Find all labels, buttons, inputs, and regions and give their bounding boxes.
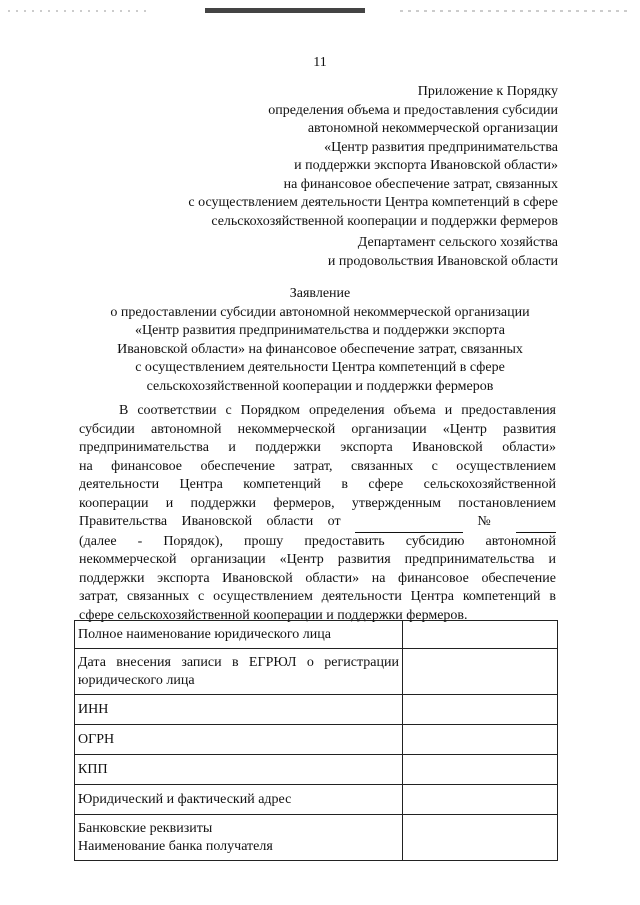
addressee-line: и продовольствия Ивановской области bbox=[327, 253, 558, 269]
row-label bbox=[75, 815, 403, 861]
appendix-line: сельскохозяйственной кооперации и поддержки фермеров bbox=[211, 213, 558, 229]
body-line: некоммерческой организации «Центр развития предпринимательства и bbox=[79, 552, 556, 567]
table-row bbox=[75, 755, 558, 785]
row-value-cell[interactable] bbox=[402, 695, 557, 725]
row-value-cell[interactable] bbox=[402, 785, 557, 815]
statement-title-block bbox=[70, 285, 570, 396]
decree-date-blank[interactable] bbox=[355, 513, 463, 533]
row-label: ОГРН bbox=[75, 725, 403, 755]
statement-subtitle-line: о предоставлении субсидии автономной некоммерческой организации bbox=[110, 304, 530, 320]
decree-number-blank[interactable] bbox=[516, 513, 556, 533]
page-number: 11 bbox=[313, 55, 327, 70]
applicant-details-table bbox=[74, 620, 558, 861]
row-value-cell[interactable] bbox=[402, 725, 557, 755]
row-label: Полное наименование юридического лица bbox=[75, 621, 403, 649]
statement-subtitle-line: «Центр развития предпринимательства и поддержки экспорта bbox=[135, 323, 505, 338]
row-label: ИНН bbox=[75, 695, 403, 725]
scan-artifact-top bbox=[0, 0, 640, 22]
statement-subtitle-line: с осуществлением деятельности Центра компетенций в сфере bbox=[135, 360, 505, 375]
addressee-line: Департамент сельского хозяйства bbox=[357, 235, 558, 250]
statement-subtitle-line: Ивановской области» на финансовое обеспечение затрат, связанных bbox=[117, 341, 523, 357]
table-row bbox=[75, 815, 558, 861]
appendix-line: и поддержки экспорта Ивановской области» bbox=[294, 158, 558, 173]
decree-prefix: Правительства Ивановской области от bbox=[79, 514, 341, 529]
row-value-cell[interactable] bbox=[402, 621, 557, 649]
table-row bbox=[75, 695, 558, 725]
number-sign: № bbox=[477, 514, 502, 529]
body-line: на финансовое обеспечение затрат, связанных с осуществлением bbox=[79, 458, 556, 474]
appendix-line: на финансовое обеспечение затрат, связанных bbox=[283, 176, 558, 192]
body-line: (далее - Порядок), прошу предоставить субсидию автономной bbox=[79, 533, 556, 549]
body-line: предпринимательства и поддержки экспорта Ивановской области» bbox=[79, 440, 556, 455]
row-value-cell[interactable] bbox=[402, 649, 557, 695]
appendix-line: с осуществлением деятельности Центра компетенций в сфере bbox=[188, 195, 558, 210]
appendix-line: автономной некоммерческой организации bbox=[307, 121, 558, 136]
table-row bbox=[75, 621, 558, 649]
body-line: сфере сельскохозяйственной кооперации и поддержки фермеров. bbox=[79, 607, 468, 623]
body-line: деятельности Центра компетенций в сфере сельскохозяйственной bbox=[79, 477, 556, 492]
row-value-cell[interactable] bbox=[402, 755, 557, 785]
row-label-line: Наименование банка получателя bbox=[78, 838, 273, 854]
row-label: Дата внесения записи в ЕГРЮЛ о регистрации юридического лица bbox=[75, 649, 403, 695]
statement-body bbox=[79, 402, 556, 625]
row-value-cell[interactable] bbox=[402, 815, 557, 861]
table-row bbox=[75, 649, 558, 695]
addressee-block bbox=[328, 234, 558, 271]
body-line: затрат, связанных с осуществлением деятельности Центра компетенций в bbox=[79, 589, 556, 604]
body-line: субсидии автономной некоммерческой организации «Центр развития bbox=[79, 421, 556, 437]
statement-title: Заявление bbox=[289, 286, 351, 301]
table-row bbox=[75, 785, 558, 815]
decree-line bbox=[79, 513, 556, 533]
body-line: поддержки экспорта Ивановской области» на финансовое обеспечение bbox=[79, 570, 556, 586]
body-line: В соответствии с Порядком определения объема и предоставления bbox=[119, 403, 556, 418]
table-row bbox=[75, 725, 558, 755]
row-label: КПП bbox=[75, 755, 403, 785]
statement-subtitle-line: сельскохозяйственной кооперации и поддержки фермеров bbox=[146, 378, 494, 394]
appendix-header bbox=[188, 83, 558, 231]
row-label-line: Банковские реквизиты bbox=[78, 820, 213, 836]
appendix-line: определения объема и предоставления субсидии bbox=[268, 102, 558, 118]
appendix-line: Приложение к Порядку bbox=[417, 84, 558, 99]
row-label: Юридический и фактический адрес bbox=[75, 785, 403, 815]
appendix-line: «Центр развития предпринимательства bbox=[324, 139, 558, 155]
body-line: кооперации и поддержки фермеров, утвержденным постановлением bbox=[79, 495, 556, 511]
